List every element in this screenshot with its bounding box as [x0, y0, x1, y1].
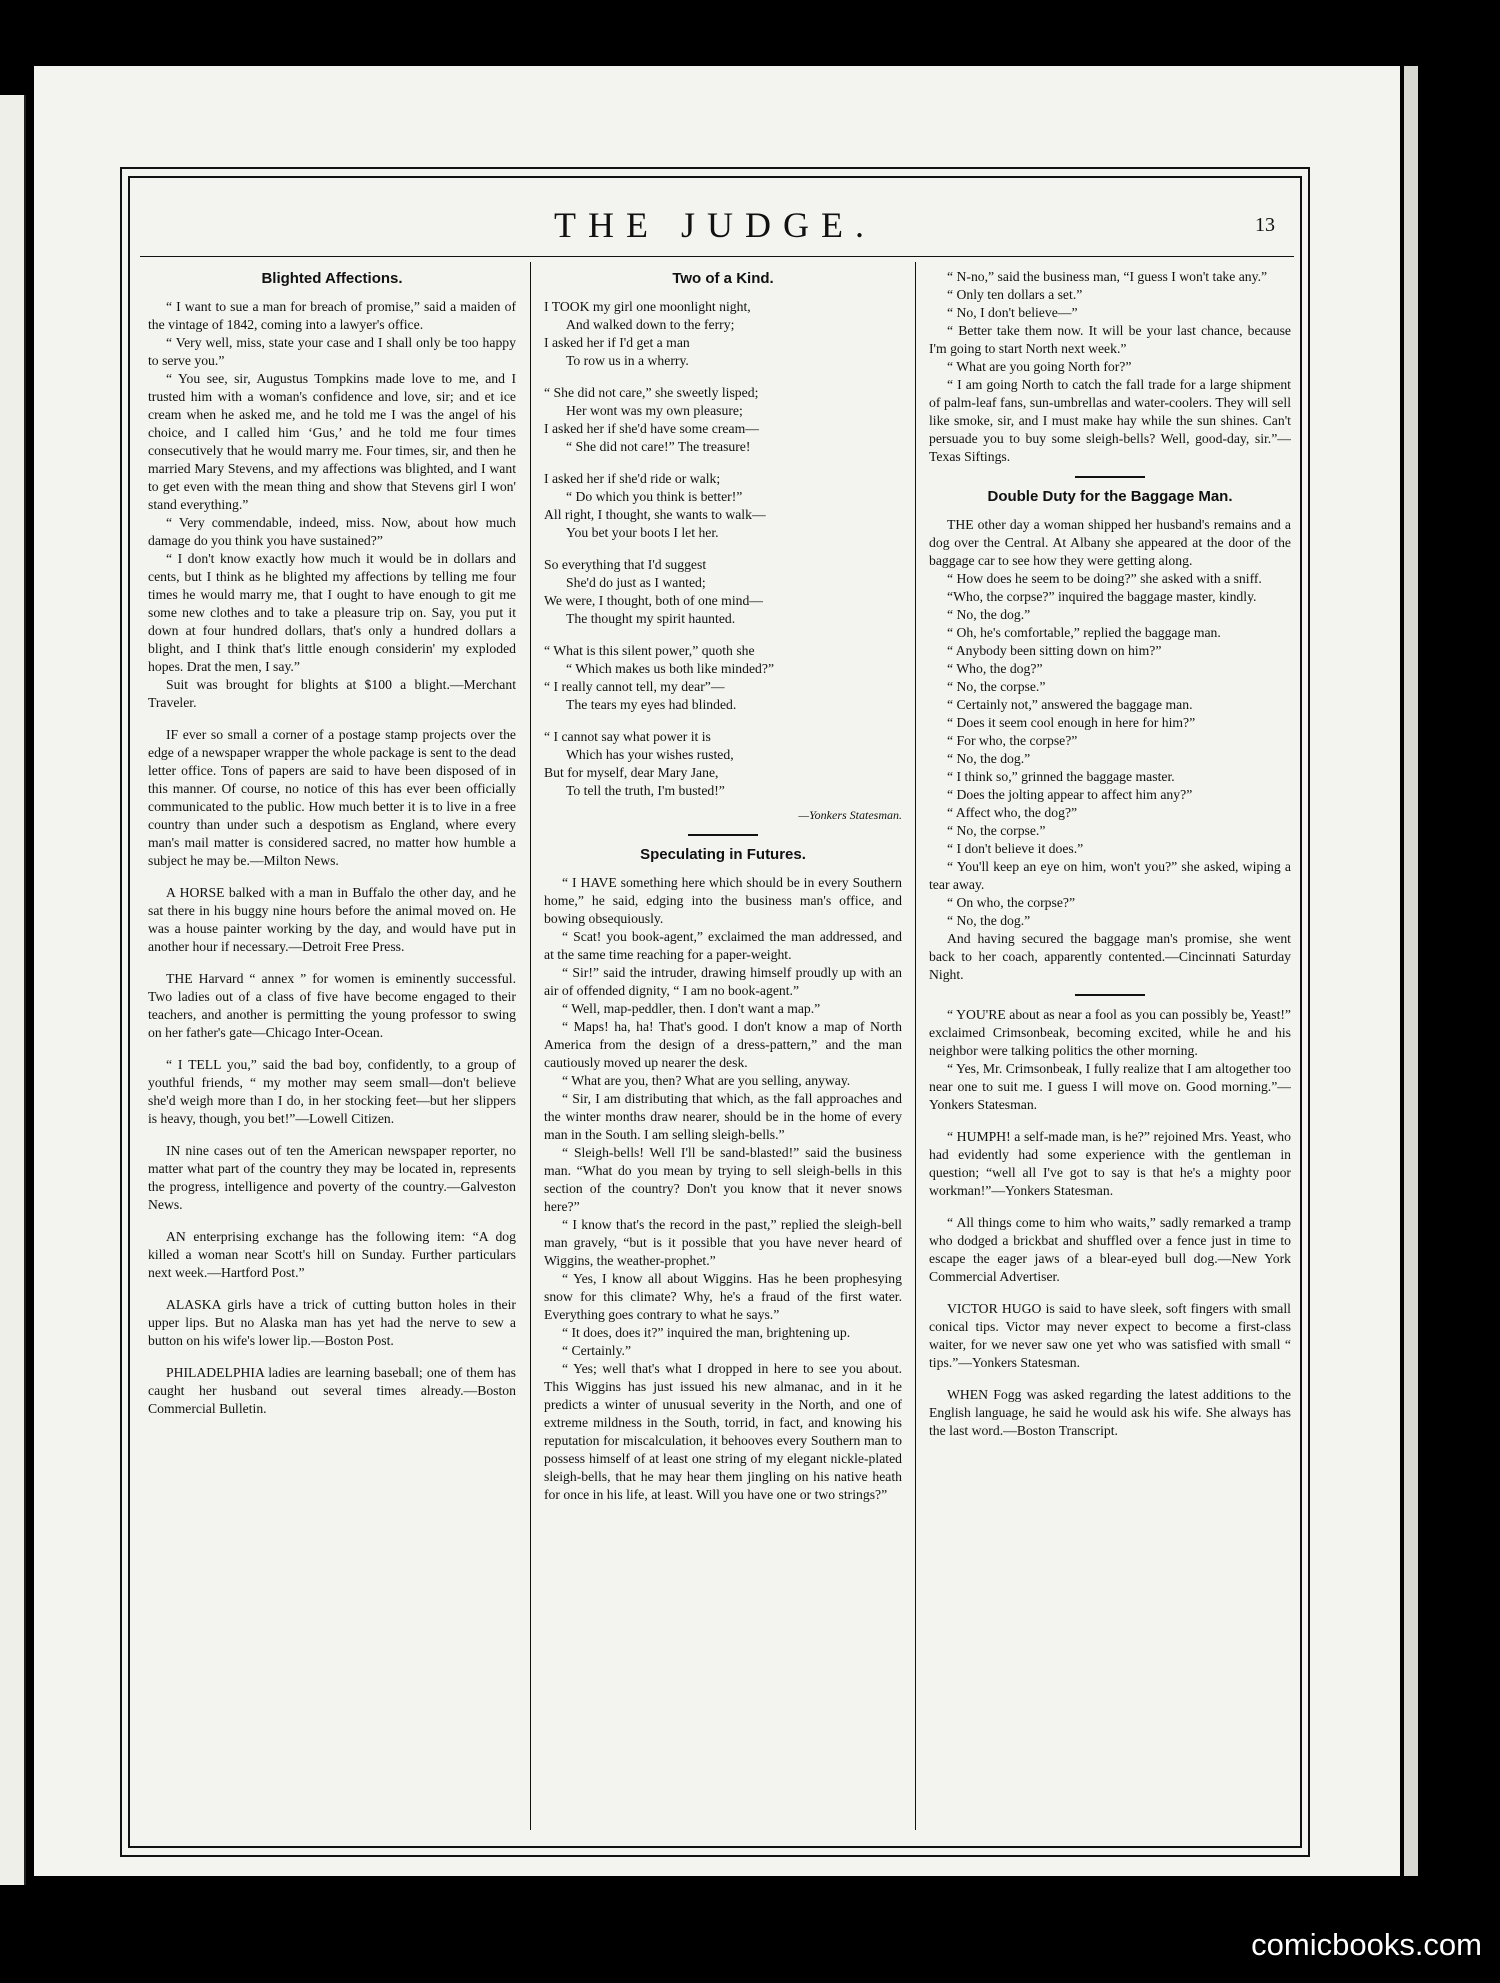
section-divider: [688, 834, 758, 836]
paragraph: “Who, the corpse?” inquired the baggage master, kindly.: [947, 589, 1257, 604]
poem-line: I asked her if I'd get a man: [544, 335, 690, 350]
page-stack-edge: [1404, 66, 1418, 1876]
paragraph: Suit was brought for blights at $100 a blight.—Merchant Traveler.: [148, 677, 516, 710]
paragraph: “ Certainly.”: [562, 1343, 632, 1358]
paragraph: “ No, the corpse.”: [947, 823, 1046, 838]
section-divider: [1075, 994, 1145, 996]
stanza: [544, 728, 902, 800]
paragraph: “ N-no,” said the business man, “I guess I won't take any.”: [947, 269, 1268, 284]
paragraph: “ YOU'RE about as near a fool as you can possibly be, Yeast!” exclaimed Crimsonbeak, becoming excited, while he and his neighbor were talking politics the other morning.: [929, 1007, 1291, 1058]
paragraph: “ You'll keep an eye on him, won't you?” she asked, wiping a tear away.: [929, 859, 1291, 892]
poem-line: Which has your wishes rusted,: [566, 747, 734, 762]
paragraph: ALASKA girls have a trick of cutting button holes in their upper lips. But no Alaska man has yet had the nerve to sew a button on his wife's lower lip.—Boston Post.: [148, 1297, 516, 1348]
poem-line: All right, I thought, she wants to walk—: [544, 507, 766, 522]
paragraph: “ It does, does it?” inquired the man, brightening up.: [562, 1325, 851, 1340]
paragraph: THE Harvard “ annex ” for women is eminently successful. Two ladies out of a class of five have become engaged to their teachers, and another is permitting the young professor to swing on her father's gate—Chicago Inter-Ocean.: [148, 971, 516, 1040]
paragraph: “ Well, map-peddler, then. I don't want a map.”: [562, 1001, 821, 1016]
article-heading: Blighted Affections.: [261, 270, 403, 287]
paragraph: “ I am going North to catch the fall trade for a large shipment of palm-leaf fans, sun-umbrellas and water-coolers. They will sell like smoke, sir, and I must make hay while the sun shines. Can't persuade you to buy some sleigh-bells? Well, good-day, sir.”—Texas Siftings.: [929, 377, 1291, 464]
paragraph: “ Does it seem cool enough in here for him?”: [947, 715, 1196, 730]
section-divider: [1075, 476, 1145, 478]
column-rule-2: [915, 262, 916, 1830]
poem-line: I asked her if she'd have some cream—: [544, 421, 759, 436]
poem-heading: Two of a Kind.: [672, 270, 774, 287]
poem-line: But for myself, dear Mary Jane,: [544, 765, 719, 780]
paragraph: THE other day a woman shipped her husband's remains and a dog over the Central. At Albany she appeared at the door of the baggage car to see how they were getting along.: [929, 517, 1291, 568]
paragraph: “ No, the corpse.”: [947, 679, 1046, 694]
column-1: [148, 268, 516, 1836]
poem-line: “ Do which you think is better!”: [566, 489, 743, 504]
paragraph: AN enterprising exchange has the following item: “A dog killed a woman near Scott's hill on Sunday. Further particulars next week.—Hartford Post.”: [148, 1229, 516, 1280]
poem-line: “ I really cannot tell, my dear”—: [544, 679, 725, 694]
watermark-text: comicbooks.com: [1251, 1927, 1482, 1962]
paragraph: “ On who, the corpse?”: [947, 895, 1076, 910]
stanza: [544, 470, 902, 542]
paragraph: “ I know that's the record in the past,” replied the sleigh-bell man gravely, “but is it possible that you have never heard of Wiggins, the weather-prophet.”: [544, 1217, 902, 1268]
stanza: [544, 384, 902, 456]
poem-byline: —Yonkers Statesman.: [798, 808, 902, 822]
paragraph: “ Anybody been sitting down on him?”: [947, 643, 1162, 658]
paragraph: “ Who, the dog?”: [947, 661, 1043, 676]
paragraph: And having secured the baggage man's promise, she went back to her coach, apparently contented.—Cincinnati Saturday Night.: [929, 931, 1291, 982]
poem-line: The tears my eyes had blinded.: [566, 697, 737, 712]
paragraph: “ No, the dog.”: [947, 607, 1031, 622]
poem-line: “ I cannot say what power it is: [544, 729, 711, 744]
poem-line: We were, I thought, both of one mind—: [544, 593, 763, 608]
paragraph: “ Yes; well that's what I dropped in here to see you about. This Wiggins has just issued his new almanac, and in it he predicts a winter of unusual severity in the North, and one of extreme mildness in the South, torrid, in fact, and knowing his reputation for miscalculation, it behooves every Southern man to possess himself of at least one string of my elegant nickle-plated sleigh-bells, that he may hear them jingling on his native heath for once in his life, at least. Will you have one or two strings?”: [544, 1361, 902, 1502]
paragraph: “ Yes, Mr. Crimsonbeak, I fully realize that I am altogether too near one to suit me. I guess I will move on. Good morning.”—Yonkers Statesman.: [929, 1061, 1291, 1112]
column-2: [544, 268, 902, 1836]
poem-line: I asked her if she'd ride or walk;: [544, 471, 721, 486]
paragraph: “ I don't know exactly how much it would be in dollars and cents, but I think as he blighted my affections by telling me four times he would marry me, that I ought to have enough to git me some new clothes and to take a pleasure trip on. Say, you put it down at four hundred dollars, that's only a hundred dollars a blight, and I think that's little enough considerin' my exploded hopes. Drat the men, I say.”: [148, 551, 516, 674]
paragraph: “ No, the dog.”: [947, 913, 1031, 928]
paragraph: “ Sir!” said the intruder, drawing himself proudly up with an air of offended dignity, “ I am no book-agent.”: [544, 965, 902, 998]
paragraph: WHEN Fogg was asked regarding the latest additions to the English language, he said he would ask his wife. She always has the last word.—Boston Transcript.: [929, 1387, 1291, 1438]
paragraph: PHILADELPHIA ladies are learning baseball; one of them has caught her husband out several times already.—Boston Commercial Bulletin.: [148, 1365, 516, 1416]
paragraph: “ HUMPH! a self-made man, is he?” rejoined Mrs. Yeast, who had evidently had some experience with the gentleman in question; “well all I've got to say is that he's a mighty poor workman!”—Yonkers Statesman.: [929, 1129, 1291, 1198]
paragraph: “ No, I don't believe—”: [947, 305, 1078, 320]
paragraph: “ I want to sue a man for breach of promise,” said a maiden of the vintage of 1842, coming into a lawyer's office.: [148, 299, 516, 332]
paragraph: “ Sleigh-bells! Well I'll be sand-blasted!” said the business man. “What do you mean by trying to sell sleigh-bells in this section of the country? Don't you know that it never snows here?”: [544, 1145, 902, 1214]
adjacent-page-edge: [0, 95, 26, 1885]
column-rule-1: [530, 262, 531, 1830]
article-heading: Speculating in Futures.: [640, 846, 806, 863]
paragraph: “ You see, sir, Augustus Tompkins made love to me, and I trusted him with a woman's confidence and love, sir; and et ice cream when he asked me, and he told me I was the angel of his choice, and I called him ‘Gus,’ and he told me four times consecutively that he would marry me. Four times, sir, and then he married Mary Stevens, and my affections was blighted, and I want to get even with the mean thing and show that Stevens girl I won' stand everything.”: [148, 371, 516, 512]
poem-line: You bet your boots I let her.: [566, 525, 719, 540]
paragraph: IF ever so small a corner of a postage stamp projects over the edge of a newspaper wrapper the whole package is sent to the dead letter office. Tons of papers are said to have been disposed of in this manner. Of course, no notice of this has ever been officially communicated to the public. How much better it is to live in a free country than under such a despotism as England, where every man's mail matter is considered sacred, no matter how humble a subject he may be.—Milton News.: [148, 727, 516, 868]
poem-line: “ She did not care!” The treasure!: [566, 439, 751, 454]
paragraph: “ What are you going North for?”: [947, 359, 1132, 374]
paragraph: “ Certainly not,” answered the baggage man.: [947, 697, 1193, 712]
poem-line: “ She did not care,” she sweetly lisped;: [544, 385, 759, 400]
masthead: [135, 200, 1295, 250]
paragraph: “ Maps! ha, ha! That's good. I don't know a map of North America from the design of a dress-pattern,” and the man cautiously moved up nearer the desk.: [544, 1019, 902, 1070]
paragraph: VICTOR HUGO is said to have sleek, soft fingers with small conical tips. Victor may never expect to become a first-class waiter, for we never saw one yet who was satisfied with small “ tips.”—Yonkers Statesman.: [929, 1301, 1291, 1370]
stanza: [544, 298, 902, 370]
paragraph: “ What are you, then? What are you selling, anyway.: [562, 1073, 851, 1088]
paragraph: “ Oh, he's comfortable,” replied the baggage man.: [947, 625, 1221, 640]
paragraph: “ Better take them now. It will be your last chance, because I'm going to start North next week.”: [929, 323, 1291, 356]
poem-line: Her wont was my own pleasure;: [566, 403, 743, 418]
article-heading: Double Duty for the Baggage Man.: [987, 488, 1233, 505]
poem-line: To row us in a wherry.: [566, 353, 689, 368]
poem-line: The thought my spirit haunted.: [566, 611, 736, 626]
poem-line: So everything that I'd suggest: [544, 557, 707, 572]
paragraph: “ Scat! you book-agent,” exclaimed the man addressed, and at the same time reaching for a paper-weight.: [544, 929, 902, 962]
paragraph: “ Very commendable, indeed, miss. Now, about how much damage do you think you have sustained?”: [148, 515, 516, 548]
paragraph: “ Sir, I am distributing that which, as the fall approaches and the winter months draw nearer, should be in the home of every man in the South. I am selling sleigh-bells.”: [544, 1091, 902, 1142]
stanza: [544, 556, 902, 628]
paragraph: “ I think so,” grinned the baggage master.: [947, 769, 1175, 784]
paragraph: “ I HAVE something here which should be in every Southern home,” he said, edging into the business man's office, and bowing obsequiously.: [544, 875, 902, 926]
paragraph: “ Does the jolting appear to affect him any?”: [947, 787, 1193, 802]
paragraph: A HORSE balked with a man in Buffalo the other day, and he sat there in his buggy nine hours before the animal moved on. He was a house painter working by the day, and would have put in another hour if necessary.—Detroit Free Press.: [148, 885, 516, 954]
poem-line: I TOOK my girl one moonlight night,: [544, 299, 751, 314]
poem-line: “ Which makes us both like minded?”: [566, 661, 775, 676]
masthead-rule: [140, 256, 1294, 257]
poem-line: To tell the truth, I'm busted!”: [566, 783, 725, 798]
paragraph: “ Only ten dollars a set.”: [947, 287, 1083, 302]
poem-line: “ What is this silent power,” quoth she: [544, 643, 755, 658]
paragraph: “ Yes, I know all about Wiggins. Has he been prophesying snow for this climate? Why, he's a fraud of the first water. Everything goes contrary to what he says.”: [544, 1271, 902, 1322]
paragraph: IN nine cases out of ten the American newspaper reporter, no matter what part of the country they may be located in, represents the progress, intelligence and poverty of the country.—Galveston News.: [148, 1143, 516, 1212]
paragraph: “ I don't believe it does.”: [947, 841, 1084, 856]
paragraph: “ For who, the corpse?”: [947, 733, 1078, 748]
paragraph: “ No, the dog.”: [947, 751, 1031, 766]
paragraph: “ All things come to him who waits,” sadly remarked a tramp who dodged a brickbat and shuffled over a fence just in time to escape the eager jaws of a blear-eyed bull dog.—New York Commercial Advertiser.: [929, 1215, 1291, 1284]
paragraph: “ Affect who, the dog?”: [947, 805, 1078, 820]
masthead-title: THE JUDGE.: [554, 205, 876, 245]
paragraph: “ I TELL you,” said the bad boy, confidently, to a group of youthful friends, “ my mother may seem small—don't believe she'd weigh more than I do, in her stocking feet—but her slippers is heavy, though, you bet!”—Lowell Citizen.: [148, 1057, 516, 1126]
poem-line: She'd do just as I wanted;: [566, 575, 706, 590]
column-3: [929, 268, 1291, 1836]
paragraph: “ How does he seem to be doing?” she asked with a sniff.: [947, 571, 1262, 586]
page-number: 13: [1255, 214, 1275, 236]
poem-line: And walked down to the ferry;: [566, 317, 735, 332]
paragraph: “ Very well, miss, state your case and I shall only be too happy to serve you.”: [148, 335, 516, 368]
stanza: [544, 642, 902, 714]
